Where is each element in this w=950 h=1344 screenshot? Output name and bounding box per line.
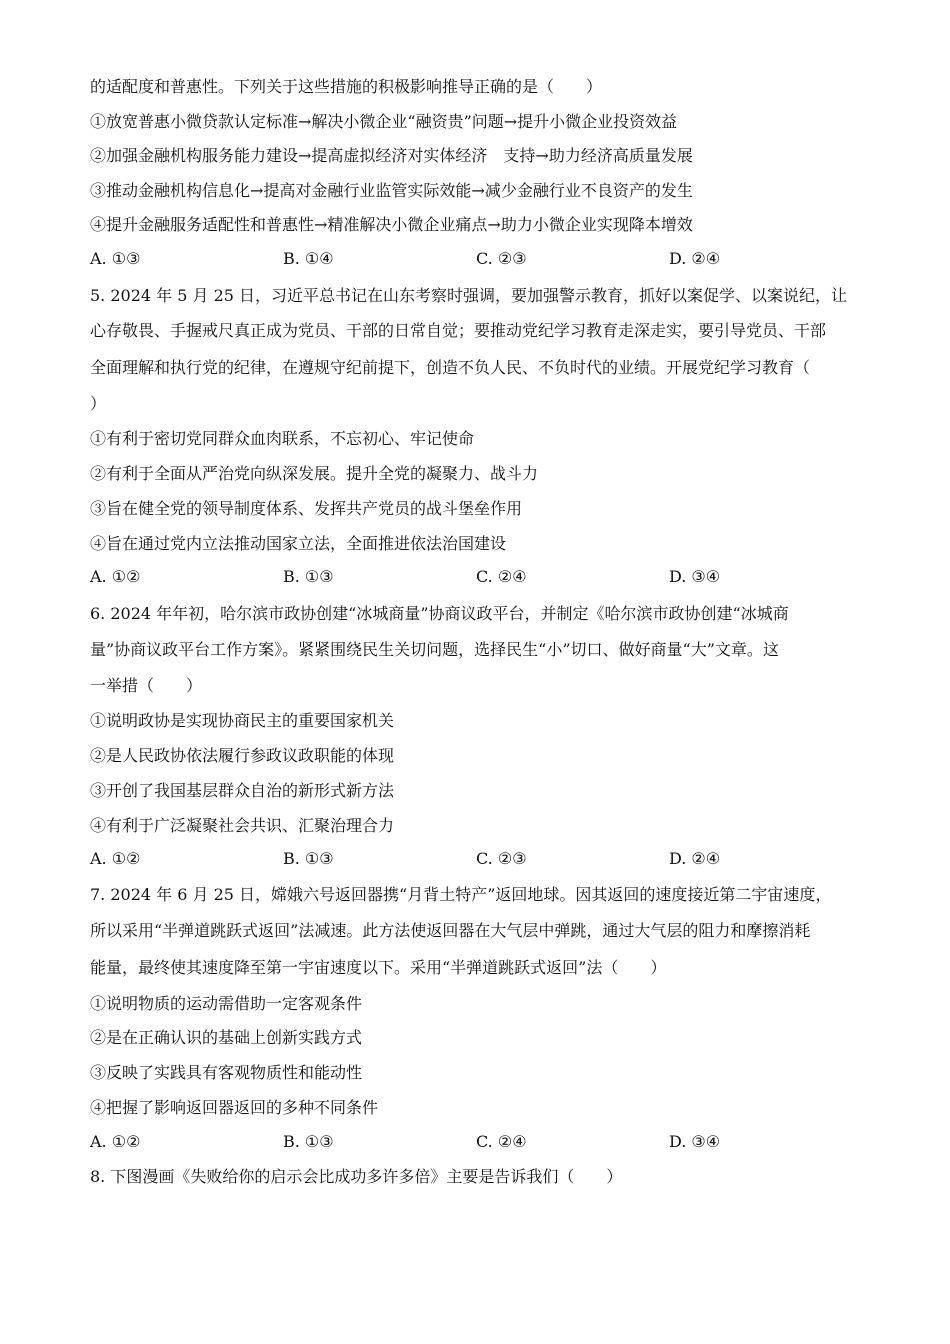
q5-item-2: ②有利于全面从严治党向纵深发展。提升全党的凝聚力、战斗力 <box>90 464 539 483</box>
q4-item-1: ①放宽普惠小微贷款认定标准→解决小微企业“融资贵”问题→提升小微企业投资效益 <box>90 112 678 131</box>
q7-item-1: ①说明物质的运动需借助一定客观条件 <box>90 994 363 1013</box>
q7-option-a: A. ①② <box>90 1132 141 1151</box>
q7-stem-line-2: 所以采用“半弹道跳跃式返回”法减速。此方法使返回器在大气层中弹跳，通过大气层的阻力和摩擦消耗 <box>90 921 811 940</box>
q7-option-d: D. ③④ <box>669 1132 721 1151</box>
q7-item-4: ④把握了影响返回器返回的多种不同条件 <box>90 1098 379 1117</box>
q7-option-c: C. ②④ <box>476 1132 527 1151</box>
q6-item-3: ③开创了我国基层群众自治的新形式新方法 <box>90 781 395 800</box>
q6-item-1: ①说明政协是实现协商民主的重要国家机关 <box>90 711 395 730</box>
q4-stem-tail: 的适配度和普惠性。下列关于这些措施的积极影响推导正确的是（ ） <box>90 77 603 96</box>
q4-option-c: C. ②③ <box>476 249 527 268</box>
q5-option-b: B. ①③ <box>283 567 334 586</box>
q4-option-b: B. ①④ <box>283 249 334 268</box>
q5-option-c: C. ②④ <box>476 567 527 586</box>
q5-stem-line-2: 心存敬畏、手握戒尺真正成为党员、干部的日常自觉；要推动党纪学习教育走深走实，要引导党员、干部 <box>90 321 827 340</box>
q7-option-b: B. ①③ <box>283 1132 334 1151</box>
q4-option-d: D. ②④ <box>669 249 721 268</box>
q5-option-a: A. ①② <box>90 567 141 586</box>
q6-option-c: C. ②③ <box>476 849 527 868</box>
q5-options <box>90 566 870 588</box>
q4-item-4: ④提升金融服务适配性和普惠性→精准解决小微企业痛点→助力小微企业实现降本增效 <box>90 215 693 234</box>
q6-item-2: ②是人民政协依法履行参政议政职能的体现 <box>90 746 395 765</box>
q7-item-2: ②是在正确认识的基础上创新实践方式 <box>90 1028 363 1047</box>
q7-stem-line-3: 能量，最终使其速度降至第一宇宙速度以下。采用“半弹道跳跃式返回”法（ ） <box>90 958 667 977</box>
q6-item-4: ④有利于广泛凝聚社会共识、汇聚治理合力 <box>90 816 395 835</box>
q4-item-2: ②加强金融机构服务能力建设→提高虚拟经济对实体经济 支持→助力经济高质量发展 <box>90 146 693 165</box>
q7-item-3: ③反映了实践具有客观物质性和能动性 <box>90 1063 363 1082</box>
q5-option-d: D. ③④ <box>669 567 721 586</box>
q6-stem-line-2: 量”协商议政平台工作方案》。紧紧围绕民生关切问题，选择民生“小”切口、做好商量“大”文章。这 <box>90 640 779 659</box>
q6-option-b: B. ①③ <box>283 849 334 868</box>
q6-option-a: A. ①② <box>90 849 141 868</box>
q7-options <box>90 1131 870 1153</box>
q6-options <box>90 848 870 870</box>
q5-stem-line-4: ） <box>90 394 107 413</box>
q5-item-3: ③旨在健全党的领导制度体系、发挥共产党员的战斗堡垒作用 <box>90 499 523 518</box>
q5-item-1: ①有利于密切党同群众血肉联系，不忘初心、牢记使命 <box>90 429 475 448</box>
q5-item-4: ④旨在通过党内立法推动国家立法，全面推进依法治国建设 <box>90 534 507 553</box>
q4-options <box>90 248 870 270</box>
q6-option-d: D. ②④ <box>669 849 721 868</box>
q4-option-a: A. ①③ <box>90 249 141 268</box>
q6-stem-line-3: 一举措（ ） <box>90 676 203 695</box>
q5-stem-line-3: 全面理解和执行党的纪律，在遵规守纪前提下，创造不负人民、不负时代的业绩。开展党纪学习教育（ <box>90 358 811 377</box>
q4-item-3: ③推动金融机构信息化→提高对金融行业监管实际效能→减少金融行业不良资产的发生 <box>90 181 693 200</box>
q5-stem-line-1: 5. 2024 年 5 月 25 日，习近平总书记在山东考察时强调，要加强警示教育，抓好以案促学、以案说纪，让 <box>90 286 848 305</box>
q7-stem-line-1: 7. 2024 年 6 月 25 日，嫦娥六号返回器携“月背土特产”返回地球。因其返回的速度接近第二宇宙速度， <box>90 885 832 904</box>
q8-stem: 8. 下图漫画《失败给你的启示会比成功多许多倍》主要是告诉我们（ ） <box>90 1167 623 1186</box>
q6-stem-line-1: 6. 2024 年年初，哈尔滨市政协创建“冰城商量”协商议政平台，并制定《哈尔滨市政协创建“冰城商 <box>90 604 789 623</box>
